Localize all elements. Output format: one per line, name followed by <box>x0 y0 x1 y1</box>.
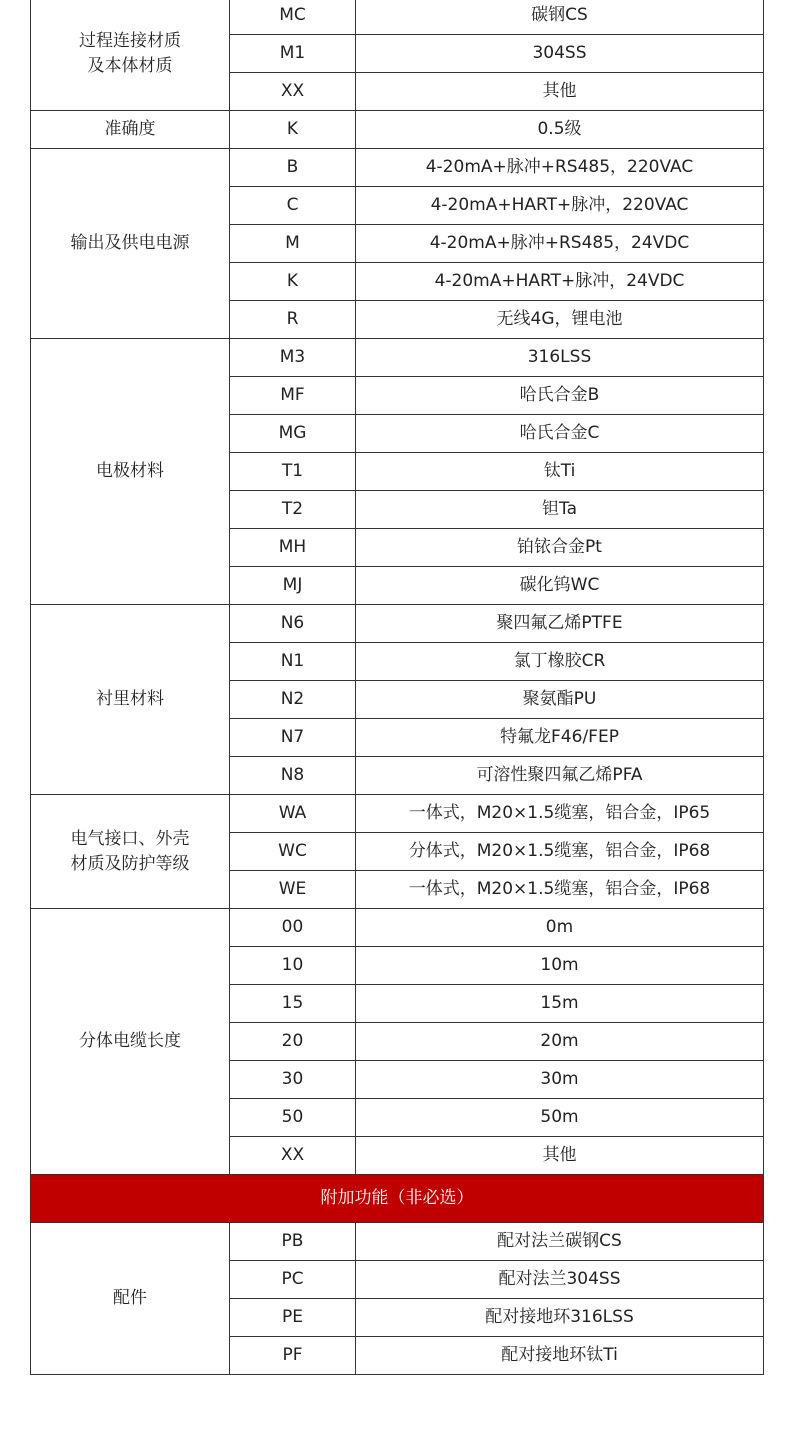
description-cell: 氯丁橡胶CR <box>356 643 764 681</box>
description-cell: 10m <box>356 947 764 985</box>
description-cell: 钽Ta <box>356 491 764 529</box>
code-cell: PE <box>230 1299 356 1337</box>
description-cell: 304SS <box>356 35 764 73</box>
code-cell: XX <box>230 73 356 111</box>
code-cell: WA <box>230 795 356 833</box>
description-cell: 碳钢CS <box>356 0 764 35</box>
code-cell: K <box>230 263 356 301</box>
code-cell: MF <box>230 377 356 415</box>
code-cell: M3 <box>230 339 356 377</box>
code-cell: B <box>230 149 356 187</box>
category-cell <box>31 605 230 795</box>
category-label: 过程连接材质 <box>79 30 181 51</box>
category-label: 电气接口、外壳 <box>70 828 190 849</box>
description-cell: 碳化钨WC <box>356 567 764 605</box>
description-cell: 0.5级 <box>356 111 764 149</box>
description-cell: 可溶性聚四氟乙烯PFA <box>356 757 764 795</box>
table-row <box>31 605 764 643</box>
spec-table-body <box>31 0 764 1375</box>
code-cell: N1 <box>230 643 356 681</box>
description-cell: 4-20mA+脉冲+RS485，220VAC <box>356 149 764 187</box>
code-cell: MC <box>230 0 356 35</box>
code-cell: PB <box>230 1223 356 1261</box>
code-cell: WE <box>230 871 356 909</box>
code-cell: MG <box>230 415 356 453</box>
description-cell: 哈氏合金B <box>356 377 764 415</box>
table-row <box>31 149 764 187</box>
table-row <box>31 0 764 35</box>
category-cell <box>31 149 230 339</box>
description-cell: 聚四氟乙烯PTFE <box>356 605 764 643</box>
code-cell: MJ <box>230 567 356 605</box>
category-label: 准确度 <box>104 119 156 140</box>
code-cell: 15 <box>230 985 356 1023</box>
description-cell: 其他 <box>356 73 764 111</box>
category-cell <box>31 339 230 605</box>
code-cell: R <box>230 301 356 339</box>
category-label: 电极材料 <box>96 461 164 482</box>
description-cell: 特氟龙F46/FEP <box>356 719 764 757</box>
table-row <box>31 111 764 149</box>
description-cell: 30m <box>356 1061 764 1099</box>
code-cell: 20 <box>230 1023 356 1061</box>
description-cell: 配对接地环316LSS <box>356 1299 764 1337</box>
code-cell: 00 <box>230 909 356 947</box>
description-cell: 一体式，M20×1.5缆塞，铝合金，IP65 <box>356 795 764 833</box>
code-cell: T1 <box>230 453 356 491</box>
description-cell: 无线4G，锂电池 <box>356 301 764 339</box>
spec-table <box>30 0 764 1375</box>
description-cell: 分体式，M20×1.5缆塞，铝合金，IP68 <box>356 833 764 871</box>
category-cell <box>31 1223 230 1375</box>
additional-features-band <box>31 1175 764 1223</box>
code-cell: M1 <box>230 35 356 73</box>
description-cell: 哈氏合金C <box>356 415 764 453</box>
description-cell: 配对接地环钛Ti <box>356 1337 764 1375</box>
description-cell: 铂铱合金Pt <box>356 529 764 567</box>
description-cell: 316LSS <box>356 339 764 377</box>
category-label: 材质及防护等级 <box>70 853 190 874</box>
description-cell: 钛Ti <box>356 453 764 491</box>
code-cell: PF <box>230 1337 356 1375</box>
code-cell: WC <box>230 833 356 871</box>
code-cell: N7 <box>230 719 356 757</box>
code-cell: 10 <box>230 947 356 985</box>
category-label: 配件 <box>113 1288 147 1309</box>
table-row <box>31 795 764 833</box>
description-cell: 0m <box>356 909 764 947</box>
description-cell: 20m <box>356 1023 764 1061</box>
code-cell: T2 <box>230 491 356 529</box>
description-cell: 配对法兰碳钢CS <box>356 1223 764 1261</box>
description-cell: 4-20mA+HART+脉冲，24VDC <box>356 263 764 301</box>
code-cell: PC <box>230 1261 356 1299</box>
code-cell: MH <box>230 529 356 567</box>
description-cell: 一体式，M20×1.5缆塞，铝合金，IP68 <box>356 871 764 909</box>
category-cell <box>31 111 230 149</box>
category-label: 分体电缆长度 <box>79 1031 181 1052</box>
code-cell: 30 <box>230 1061 356 1099</box>
table-row <box>31 909 764 947</box>
description-cell: 其他 <box>356 1137 764 1175</box>
description-cell: 聚氨酯PU <box>356 681 764 719</box>
code-cell: K <box>230 111 356 149</box>
code-cell: N2 <box>230 681 356 719</box>
table-row <box>31 1223 764 1261</box>
description-cell: 15m <box>356 985 764 1023</box>
band-label: 附加功能（非必选） <box>31 1175 764 1223</box>
description-cell: 4-20mA+脉冲+RS485，24VDC <box>356 225 764 263</box>
category-cell <box>31 0 230 111</box>
category-cell <box>31 909 230 1175</box>
code-cell: N6 <box>230 605 356 643</box>
code-cell: 50 <box>230 1099 356 1137</box>
code-cell: XX <box>230 1137 356 1175</box>
category-label: 及本体材质 <box>87 55 173 76</box>
category-cell <box>31 795 230 909</box>
code-cell: N8 <box>230 757 356 795</box>
code-cell: C <box>230 187 356 225</box>
category-label: 衬里材料 <box>96 689 164 710</box>
category-label: 输出及供电电源 <box>70 233 190 254</box>
description-cell: 4-20mA+HART+脉冲，220VAC <box>356 187 764 225</box>
description-cell: 配对法兰304SS <box>356 1261 764 1299</box>
table-row <box>31 339 764 377</box>
code-cell: M <box>230 225 356 263</box>
description-cell: 50m <box>356 1099 764 1137</box>
